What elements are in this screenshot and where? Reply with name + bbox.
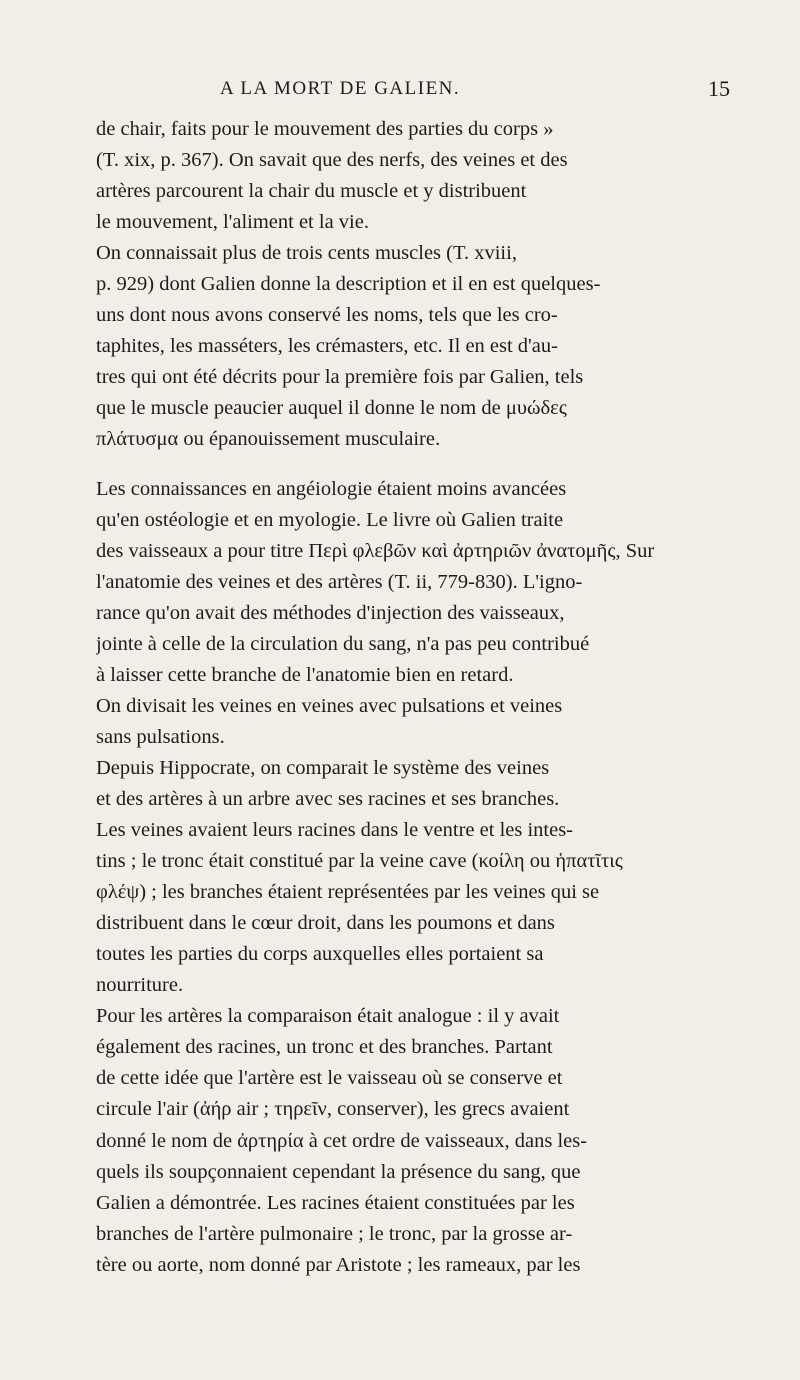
text-line: et des artères à un arbre avec ses racines et ses branches. [96, 787, 560, 810]
text-line: p. 929) dont Galien donne la description et il en est quelques- [96, 273, 601, 296]
paragraph-gap [96, 456, 736, 474]
text-line: nourriture. [96, 974, 184, 997]
text-line: le mouvement, l'aliment et la vie. [96, 211, 369, 234]
text-line: Pour les artères la comparaison était analogue : il y avait [96, 1005, 560, 1028]
text-line: artères parcourent la chair du muscle et y distribuent [96, 180, 527, 203]
text-line: (T. xix, p. 367). On savait que des nerfs, des veines et des [96, 149, 568, 172]
text-line: φλέψ) ; les branches étaient représentées par les veines qui se [96, 881, 600, 904]
text-line: tres qui ont été décrits pour la première fois par Galien, tels [96, 366, 584, 389]
text-line: Les veines avaient leurs racines dans le ventre et les intes- [96, 819, 574, 842]
text-line: rance qu'on avait des méthodes d'injection des vaisseaux, [96, 601, 565, 624]
text-line: de cette idée que l'artère est le vaisseau où se conserve et [96, 1067, 563, 1090]
text-line: tins ; le tronc était constitué par la veine cave (κοίλη ou ἡπατῖτις [96, 850, 623, 873]
running-head [96, 78, 730, 108]
page-number: 15 [708, 76, 730, 101]
text-line: l'anatomie des veines et des artères (T. ii, 779-830). L'igno- [96, 570, 583, 593]
paragraph-veines-pulsations [96, 691, 736, 753]
text-line: à laisser cette branche de l'anatomie bien en retard. [96, 663, 514, 686]
text-line: toutes les parties du corps auxquelles elles portaient sa [96, 943, 544, 966]
text-line: donné le nom de ἀρτηρία à cet ordre de vaisseaux, dans les- [96, 1129, 588, 1152]
text-line: branches de l'artère pulmonaire ; le tronc, par la grosse ar- [96, 1222, 573, 1245]
body-text [96, 114, 736, 1281]
paragraph-angeiologie [96, 474, 736, 691]
paragraph-galien-muscle-definition [96, 114, 736, 238]
paragraph-muscles [96, 238, 736, 455]
text-line: uns dont nous avons conservé les noms, tels que les cro- [96, 304, 558, 327]
text-line: quels ils soupçonnaient cependant la présence du sang, que [96, 1160, 581, 1183]
text-line: Les connaissances en angéiologie étaient moins avancées [96, 477, 567, 500]
text-line: Galien a démontrée. Les racines étaient constituées par les [96, 1191, 575, 1214]
text-line: de chair, faits pour le mouvement des parties du corps » [96, 118, 554, 140]
text-line: également des racines, un tronc et des branches. Partant [96, 1036, 553, 1059]
text-line: que le muscle peaucier auquel il donne le nom de μυώδες [96, 397, 567, 420]
running-title: A LA MORT DE GALIEN. [220, 78, 461, 99]
text-line: circule l'air (ἀήρ air ; τηρεῖν, conserver), les grecs avaient [96, 1098, 570, 1121]
text-line: jointe à celle de la circulation du sang, n'a pas peu contribué [96, 632, 590, 655]
text-line: πλάτυσμα ou épanouissement musculaire. [96, 428, 441, 451]
text-line: tère ou aorte, nom donné par Aristote ; les rameaux, par les [96, 1253, 581, 1276]
text-line: On connaissait plus de trois cents muscles (T. xviii, [96, 242, 517, 265]
paragraph-hippocrate [96, 753, 736, 1001]
paragraph-arteres [96, 1001, 736, 1280]
text-line: qu'en ostéologie et en myologie. Le livre où Galien traite [96, 508, 564, 531]
text-line: des vaisseaux a pour titre Περὶ φλεβῶν καὶ ἀρτηριῶν ἀνατομῆς, Sur [96, 539, 655, 562]
text-line: distribuent dans le cœur droit, dans les poumons et dans [96, 912, 555, 935]
text-line: Depuis Hippocrate, on comparait le système des veines [96, 756, 550, 779]
text-line: On divisait les veines en veines avec pulsations et veines [96, 694, 563, 717]
text-line: sans pulsations. [96, 725, 225, 748]
text-line: taphites, les masséters, les crémasters, etc. Il en est d'au- [96, 335, 558, 358]
